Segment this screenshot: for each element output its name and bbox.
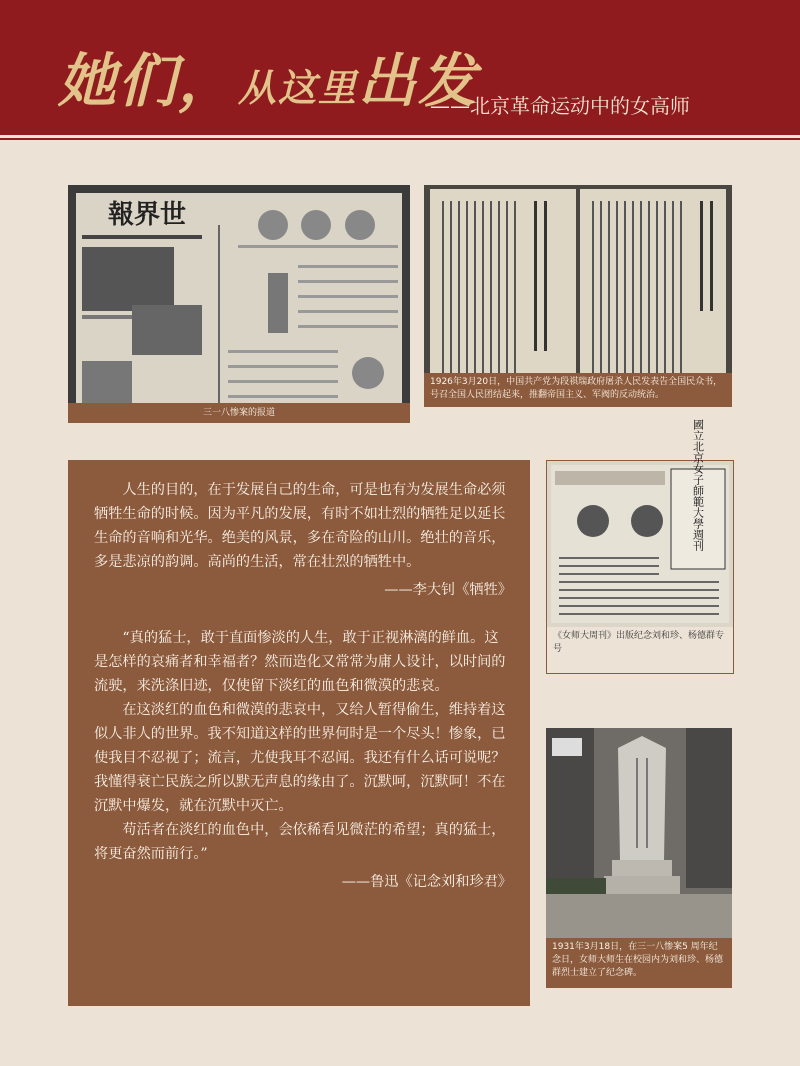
page-subtitle: ——北京革命运动中的女高师: [430, 94, 690, 118]
newspaper-photo-cpc-proclamation: [424, 185, 732, 407]
header-banner: [0, 0, 800, 135]
quote-lu-xun-para3: 苟活者在淡红的血色中，会依稀看见微茫的希望；真的猛士，将更奋然而前行。”: [94, 822, 506, 862]
journal-masthead: 國立北京女子師範大學週刊: [691, 419, 705, 551]
photo-caption: 《女师大周刊》出版纪念刘和珍、杨德群专号: [547, 627, 733, 673]
newspaper-masthead: 報界世: [108, 200, 187, 230]
journal-illustration: [547, 419, 733, 627]
photo-caption: 1931年3月18日，在三一八惨案5 周年纪念日，女师大师生在校园内为刘和珍、杨德群烈士建立了纪念碑。: [546, 938, 732, 988]
memorial-monument-photo: [546, 728, 732, 978]
quote-source-li-dazhao: ——李大钊《牺牲》: [384, 582, 512, 598]
photo-caption: 三一八惨案的报道: [68, 403, 410, 423]
quote-lu-xun-para1: “真的猛士，敢于直面惨淡的人生，敢于正视淋漓的鲜血。这是怎样的哀痛者和幸福者？然而造化又常常为庸人设计，以时间的流驶，来洗涤旧迹，仅使留下淡红的血色和微漠的悲哀。: [94, 630, 506, 694]
page-title: 她们，从这里出发: [58, 47, 479, 115]
newspaper-illustration: [68, 185, 410, 423]
quote-li-dazhao: 人生的目的，在于发展自己的生命，可是也有为发展生命必须牺牲生命的时候。因为平凡的发展，有时不如壮烈的牺牲足以延长生命的音响和光华。绝美的风景，多在奇险的山川。绝壮的音乐，多是悲凉的韵调。高尚的生活，常在壮烈的牺牲中。: [94, 482, 506, 570]
newspaper-photo-march18-report: [68, 185, 410, 423]
photo-caption: 1926年3月20日，中国共产党为段祺瑞政府屠杀人民发表告全国民众书，号召全国人民团结起来，推翻帝国主义、军阀的反动统治。: [424, 373, 732, 407]
quote-panel: [68, 460, 530, 1006]
quote-source-lu-xun: ——鲁迅《记念刘和珍君》: [341, 874, 512, 890]
monument-illustration: [546, 728, 732, 938]
quote-lu-xun-para2: 在这淡红的血色和微漠的悲哀中，又给人暂得偷生，维持着这似人非人的世界。我不知道这样的世界何时是一个尽头！惨象，已使我目不忍视了；流言，尤使我耳不忍闻。我还有什么话可说呢？我懂得衰亡民族之所以默无声息的缘由了。沉默呵，沉默呵！不在沉默中爆发，就在沉默中灭亡。: [94, 702, 506, 814]
header-divider: [0, 138, 800, 140]
journal-cover-photo: [546, 419, 734, 674]
